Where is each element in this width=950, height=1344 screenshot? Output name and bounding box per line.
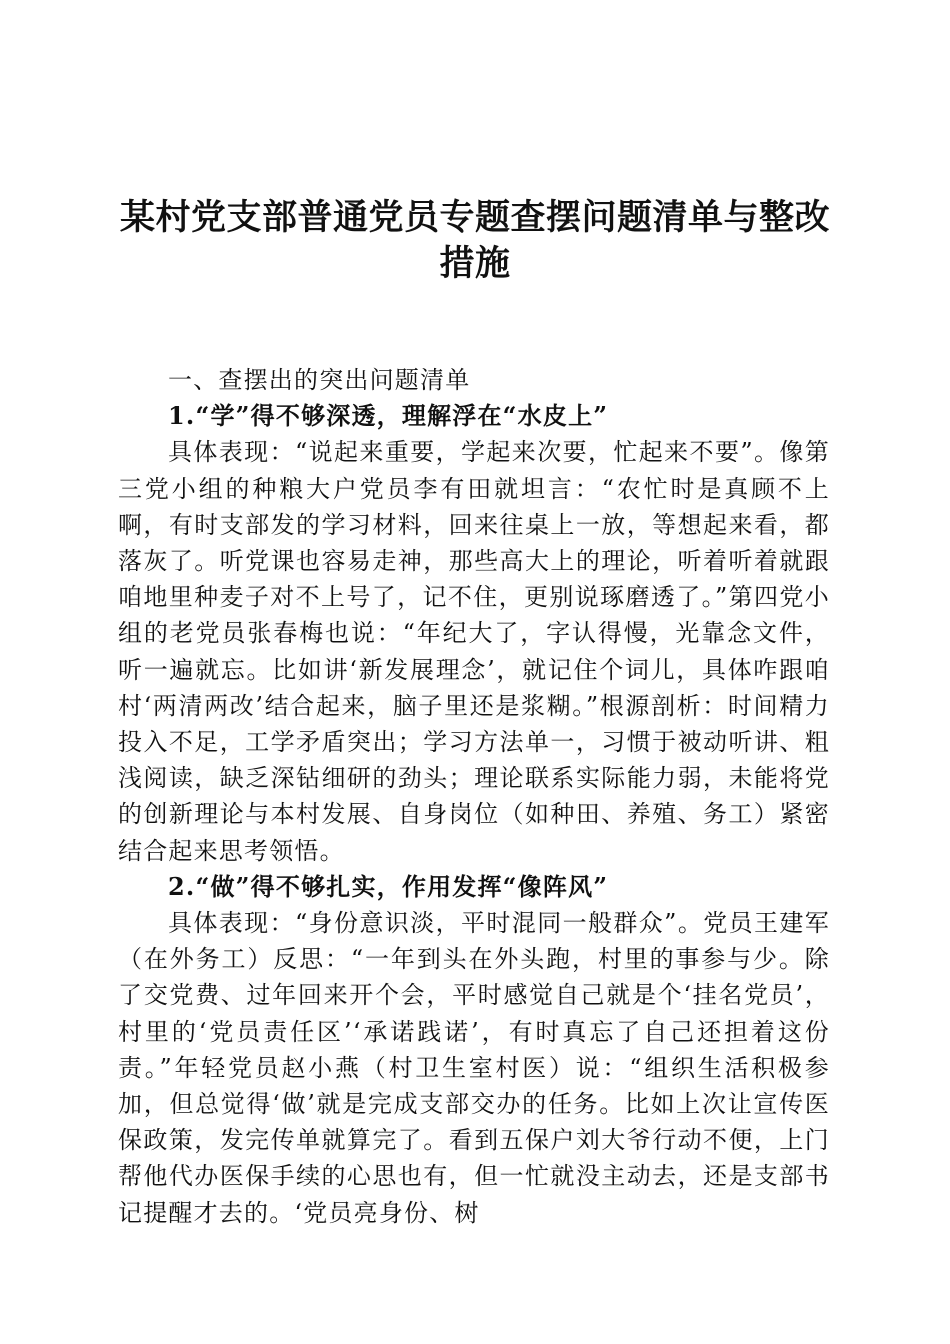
document-title-line-1: 某村党支部普通党员专题查摆问题清单与整改	[119, 197, 830, 238]
item-1-paragraph: 具体表现：“说起来重要，学起来次要，忙起来不要”。像第三党小组的种粮大户党员李有田就坦言：“农忙时是真顾不上啊，有时支部发的学习材料，回来往桌上一放，等想起来看，都落灰了。听党课也容易走神，那些高大上的理论，听着听着就跟咱地里种麦子对不上号了，记不住，更别说琢磨透了。”第四党小组的老党员张春梅也说：“年纪大了，字认得慢，光靠念文件，听一遍就忘。比如讲‘新发展理念’，就记住个词儿，具体咋跟咱村‘两清两改’结合起来，脑子里还是浆糊。”根源剖析：时间精力投入不足，工学矛盾突出；学习方法单一，习惯于被动听讲、粗浅阅读，缺乏深钻细研的劲头；理论联系实际能力弱，未能将党的创新理论与本村发展、自身岗位（如种田、养殖、务工）紧密结合起来思考领悟。	[118, 438, 830, 865]
document-body	[118, 362, 830, 1231]
document-title-line-2: 措施	[439, 243, 511, 284]
item-2-heading: 2.“做”得不够扎实，作用发挥“像阵风”	[168, 871, 609, 901]
section-heading: 一、查摆出的突出问题清单	[168, 366, 471, 394]
item-2-paragraph: 具体表现：“身份意识淡，平时混同一般群众”。党员王建军（在外务工）反思：“一年到头在外头跑，村里的事参与少。除了交党费、过年回来开个会，平时感觉自己就是个‘挂名党员’，村里的‘党员责任区’‘承诺践诺’，有时真忘了自己还担着这份责。”年轻党员赵小燕（村卫生室村医）说：“组织生活积极参加，但总觉得‘做’就是完成支部交办的任务。比如上次让宣传医保政策，发完传单就算完了。看到五保户刘大爷行动不便，上门帮他代办医保手续的心思也有，但一忙就没主动去，还是支部书记提醒才去的。‘党员亮身份、树	[118, 909, 830, 1227]
item-1-heading: 1.“学”得不够深透，理解浮在“水皮上”	[168, 401, 609, 431]
